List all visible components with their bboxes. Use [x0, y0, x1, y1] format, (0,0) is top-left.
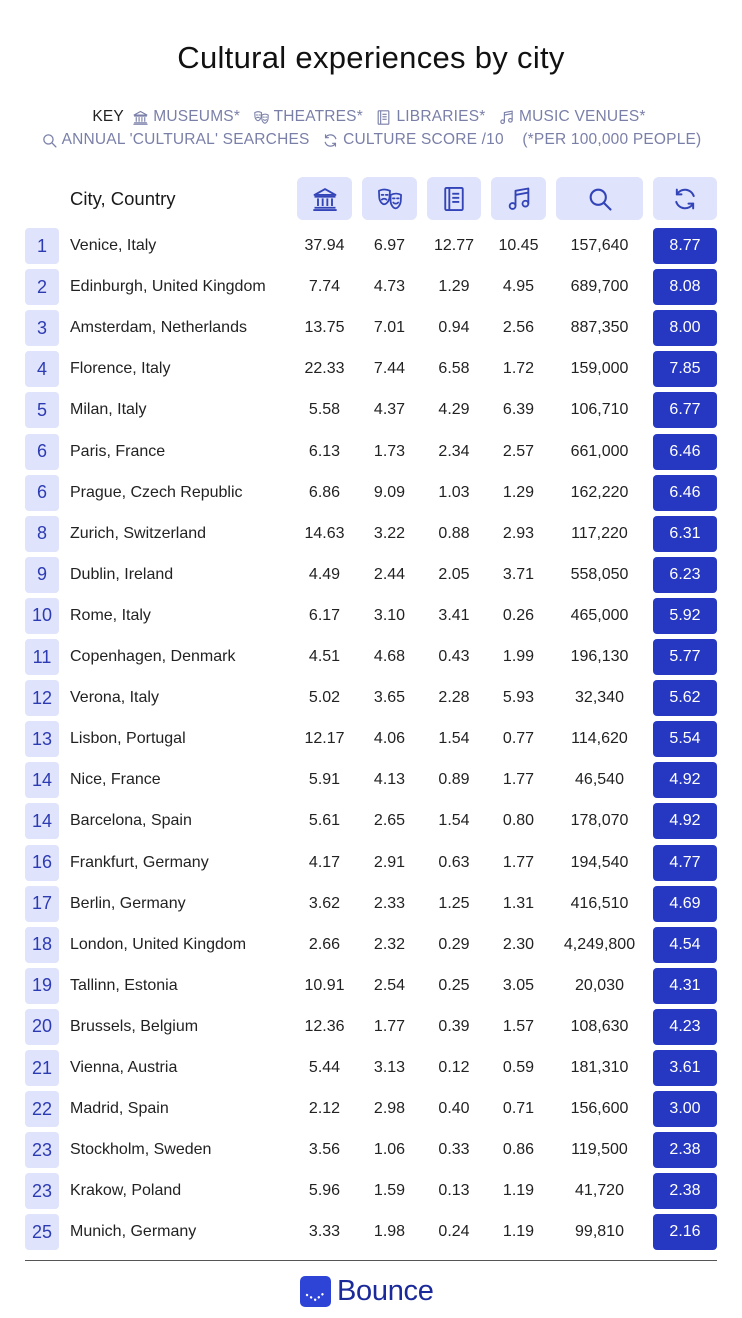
- music-note-icon: [505, 185, 533, 213]
- footer-divider: [25, 1260, 717, 1261]
- city-name: Barcelona, Spain: [70, 812, 192, 830]
- cell-music-venues: 2.57: [502, 442, 535, 460]
- cell-museums: 2.66: [308, 935, 341, 953]
- cell-music-venues: 0.77: [502, 730, 535, 748]
- cell-museums: 6.13: [308, 442, 341, 460]
- cell-museums: 5.02: [308, 689, 341, 707]
- cell-searches: 196,130: [570, 648, 629, 665]
- cell-museums: 5.44: [308, 1059, 341, 1076]
- key-item-museums: [132, 108, 240, 126]
- cell-museums: 14.63: [304, 524, 345, 542]
- music-note-icon: [498, 109, 515, 126]
- cell-theatres: 1.06: [373, 1141, 406, 1159]
- book-icon: [375, 109, 392, 126]
- cell-theatres: 2.65: [373, 812, 406, 830]
- city-name: Verona, Italy: [70, 689, 159, 707]
- culture-score-badge: 6.46: [653, 475, 717, 511]
- cell-theatres: 1.73: [373, 442, 406, 460]
- culture-score-badge: 6.31: [653, 516, 717, 552]
- table-row: [0, 886, 742, 922]
- cell-theatres: 4.37: [373, 401, 406, 419]
- cell-theatres: 4.13: [373, 771, 406, 789]
- rank-badge: 3: [25, 310, 59, 346]
- cell-libraries: 0.33: [438, 1141, 470, 1159]
- city-name: Munich, Germany: [70, 1223, 197, 1241]
- culture-score-badge: 2.38: [653, 1173, 717, 1209]
- city-name: Prague, Czech Republic: [70, 483, 243, 501]
- table-row: [0, 721, 742, 757]
- table-row: [0, 1214, 742, 1250]
- table-row: [0, 1091, 742, 1127]
- culture-score-badge: 6.77: [653, 392, 717, 428]
- culture-score-badge: 7.85: [653, 351, 717, 387]
- column-header-searches: [556, 177, 643, 220]
- cell-libraries: 0.13: [438, 1182, 470, 1200]
- cell-theatres: 2.54: [373, 976, 406, 994]
- cell-music-venues: 5.93: [502, 689, 535, 707]
- city-name: Madrid, Spain: [70, 1100, 169, 1118]
- rank-badge: 16: [25, 845, 59, 881]
- cell-museums: 5.58: [308, 401, 341, 419]
- refresh-icon: [322, 132, 339, 149]
- cell-searches: 178,070: [570, 812, 629, 830]
- table-row: [0, 516, 742, 552]
- cell-museums: 7.74: [308, 278, 341, 296]
- culture-score-badge: 5.62: [653, 680, 717, 716]
- cell-music-venues: 0.80: [502, 812, 535, 830]
- rank-badge: 11: [25, 639, 59, 675]
- key-item-label: MUSEUMS*: [153, 108, 241, 125]
- culture-score-badge: 6.46: [653, 434, 717, 470]
- cell-museums: 22.33: [304, 360, 345, 378]
- cell-museums: 2.12: [308, 1100, 341, 1118]
- cell-music-venues: 2.93: [502, 524, 535, 542]
- cell-theatres: 3.10: [373, 606, 406, 624]
- brand-name: Bounce: [337, 1274, 434, 1307]
- cell-libraries: 0.29: [438, 935, 470, 953]
- key-label: KEY: [92, 108, 124, 126]
- culture-score-badge: 3.61: [653, 1050, 717, 1086]
- cell-searches: 159,000: [570, 360, 629, 378]
- cell-theatres: 3.65: [373, 689, 406, 707]
- rank-badge: 25: [25, 1214, 59, 1250]
- cell-museums: 4.17: [308, 853, 341, 871]
- table-row: [0, 1050, 742, 1086]
- cell-music-venues: 0.59: [502, 1059, 535, 1076]
- cell-libraries: 0.63: [438, 853, 470, 871]
- culture-score-badge: 8.08: [653, 269, 717, 305]
- cell-searches: 119,500: [571, 1141, 628, 1159]
- cell-searches: 162,220: [570, 483, 629, 501]
- cell-museums: 5.61: [308, 812, 341, 830]
- cell-libraries: 0.12: [438, 1059, 470, 1076]
- culture-score-badge: 4.31: [653, 968, 717, 1004]
- refresh-icon: [671, 185, 699, 213]
- theatre-masks-icon: [376, 185, 404, 213]
- cell-music-venues: 0.26: [502, 606, 535, 624]
- culture-score-badge: 4.23: [653, 1009, 717, 1045]
- cell-museums: 13.75: [304, 319, 345, 337]
- cell-searches: 416,510: [570, 894, 629, 912]
- city-name: Lisbon, Portugal: [70, 730, 186, 748]
- cell-libraries: 2.05: [438, 565, 470, 583]
- cell-searches: 661,000: [570, 442, 629, 460]
- column-header-music-venues: [491, 177, 546, 220]
- table-row: [0, 762, 742, 798]
- cell-libraries: 0.25: [438, 976, 470, 994]
- cell-museums: 5.96: [308, 1182, 341, 1200]
- table-row: [0, 228, 742, 264]
- key-line-1: [0, 108, 742, 126]
- table-row: [0, 1132, 742, 1168]
- culture-score-badge: 4.92: [653, 762, 717, 798]
- cell-libraries: 4.29: [438, 401, 470, 419]
- cell-museums: 5.91: [308, 771, 341, 789]
- city-name: Edinburgh, United Kingdom: [70, 278, 266, 296]
- table-row: [0, 598, 742, 634]
- cell-libraries: 0.40: [438, 1100, 470, 1118]
- cell-music-venues: 1.77: [502, 771, 535, 789]
- cell-museums: 3.62: [308, 894, 341, 912]
- city-name: Milan, Italy: [70, 401, 147, 419]
- theatre-masks-icon: [253, 109, 270, 126]
- cell-libraries: 0.39: [438, 1017, 470, 1035]
- cell-music-venues: 1.77: [502, 853, 535, 871]
- cell-searches: 465,000: [570, 606, 629, 624]
- table-row: [0, 434, 742, 470]
- table-row: [0, 1009, 742, 1045]
- table-row: [0, 803, 742, 839]
- cell-libraries: 1.03: [438, 483, 470, 501]
- cell-theatres: 1.98: [373, 1223, 406, 1241]
- cell-music-venues: 4.95: [502, 278, 535, 296]
- table-row: [0, 845, 742, 881]
- cell-theatres: 2.98: [373, 1100, 406, 1118]
- cell-theatres: 7.01: [373, 319, 406, 337]
- table-row: [0, 968, 742, 1004]
- rank-badge: 13: [25, 721, 59, 757]
- cell-music-venues: 2.30: [502, 935, 535, 953]
- culture-score-badge: 4.69: [653, 886, 717, 922]
- rank-badge: 22: [25, 1091, 59, 1127]
- cell-libraries: 2.34: [438, 442, 470, 460]
- cell-music-venues: 1.31: [502, 894, 535, 912]
- cell-theatres: 3.22: [373, 524, 406, 542]
- rank-badge: 2: [25, 269, 59, 305]
- city-name: Amsterdam, Netherlands: [70, 319, 247, 337]
- cell-museums: 6.17: [308, 606, 341, 624]
- key-item-music-venues: [498, 108, 646, 126]
- key-item-label: MUSIC VENUES*: [519, 108, 646, 125]
- search-icon: [41, 132, 58, 149]
- column-header-culture-score: [653, 177, 717, 220]
- cell-libraries: 1.54: [438, 812, 470, 830]
- culture-score-badge: 3.00: [653, 1091, 717, 1127]
- rank-badge: 6: [25, 434, 59, 470]
- culture-score-badge: 5.92: [653, 598, 717, 634]
- cell-music-venues: 1.19: [502, 1182, 535, 1200]
- cell-theatres: 3.13: [373, 1059, 406, 1076]
- cell-searches: 114,620: [571, 730, 628, 748]
- rank-badge: 8: [25, 516, 59, 552]
- culture-score-badge: 2.38: [653, 1132, 717, 1168]
- city-name: Zurich, Switzerland: [70, 524, 207, 542]
- table-row: [0, 557, 742, 593]
- cell-theatres: 2.44: [373, 565, 406, 583]
- cell-museums: 10.91: [304, 976, 345, 994]
- cell-libraries: 1.54: [438, 730, 470, 748]
- culture-score-badge: 4.77: [653, 845, 717, 881]
- cell-libraries: 0.89: [438, 771, 470, 789]
- brand-logo: [300, 1274, 434, 1308]
- cell-libraries: 0.24: [438, 1223, 470, 1241]
- city-name: Frankfurt, Germany: [70, 853, 209, 871]
- key-item-label: CULTURE SCORE /10: [343, 131, 504, 148]
- cell-museums: 12.36: [304, 1017, 345, 1035]
- cell-theatres: 1.59: [373, 1182, 406, 1200]
- cell-libraries: 3.41: [438, 606, 470, 624]
- cell-searches: 32,340: [575, 689, 624, 707]
- museum-icon: [132, 109, 149, 126]
- city-name: Paris, France: [70, 442, 166, 460]
- cell-museums: 4.51: [308, 648, 341, 665]
- rank-badge: 14: [25, 803, 59, 839]
- city-name: Berlin, Germany: [70, 894, 186, 912]
- cell-music-venues: 1.72: [502, 360, 535, 378]
- cell-theatres: 7.44: [373, 360, 406, 378]
- cell-libraries: 2.28: [438, 689, 470, 707]
- culture-score-badge: 5.54: [653, 721, 717, 757]
- rank-badge: 12: [25, 680, 59, 716]
- cell-music-venues: 0.71: [502, 1100, 535, 1118]
- key-note: (*PER 100,000 PEOPLE): [522, 131, 702, 148]
- cell-searches: 194,540: [570, 853, 629, 871]
- city-name: Krakow, Poland: [70, 1182, 182, 1200]
- cell-music-venues: 1.99: [502, 648, 535, 665]
- culture-score-badge: 4.92: [653, 803, 717, 839]
- cell-museums: 6.86: [308, 483, 341, 501]
- cell-museums: 12.17: [304, 730, 345, 748]
- cell-museums: 4.49: [308, 565, 341, 583]
- key-item-culture-score: [322, 131, 504, 149]
- table-row: [0, 475, 742, 511]
- column-header-museums: [297, 177, 352, 220]
- key-item-libraries: [375, 108, 485, 126]
- museum-icon: [311, 185, 339, 213]
- rank-badge: 14: [25, 762, 59, 798]
- city-name: Brussels, Belgium: [70, 1017, 199, 1035]
- rank-badge: 19: [25, 968, 59, 1004]
- city-name: London, United Kingdom: [70, 935, 247, 953]
- cell-music-venues: 3.71: [502, 565, 535, 583]
- rank-badge: 23: [25, 1132, 59, 1168]
- cell-searches: 181,310: [570, 1059, 629, 1076]
- cell-music-venues: 6.39: [502, 401, 535, 419]
- table-row: [0, 269, 742, 305]
- culture-score-badge: 5.77: [653, 639, 717, 675]
- city-name: Florence, Italy: [70, 360, 171, 378]
- table-row: [0, 927, 742, 963]
- rank-badge: 18: [25, 927, 59, 963]
- cell-libraries: 1.29: [438, 278, 470, 296]
- cell-theatres: 2.91: [373, 853, 406, 871]
- rank-badge: 5: [25, 392, 59, 428]
- city-name: Copenhagen, Denmark: [70, 648, 236, 665]
- cell-libraries: 6.58: [438, 360, 470, 378]
- key-item-label: ANNUAL 'CULTURAL' SEARCHES: [61, 131, 310, 148]
- key-item-theatres: [253, 108, 363, 126]
- cell-searches: 156,600: [570, 1100, 629, 1118]
- cell-libraries: 0.94: [438, 319, 470, 337]
- rank-badge: 17: [25, 886, 59, 922]
- cell-museums: 3.56: [308, 1141, 341, 1159]
- cell-searches: 108,630: [570, 1017, 629, 1035]
- cell-theatres: 4.73: [373, 278, 406, 296]
- bounce-logo-icon: [300, 1276, 331, 1307]
- city-name: Tallinn, Estonia: [70, 976, 178, 994]
- cell-searches: 117,220: [571, 524, 628, 542]
- city-name: Stockholm, Sweden: [70, 1141, 212, 1159]
- table-row: [0, 639, 742, 675]
- key-line-2: [0, 131, 742, 149]
- city-name: Dublin, Ireland: [70, 565, 174, 583]
- search-icon: [586, 185, 614, 213]
- rank-badge: 4: [25, 351, 59, 387]
- cell-theatres: 4.06: [373, 730, 406, 748]
- cell-searches: 157,640: [570, 237, 629, 254]
- column-header-city: City, Country: [70, 188, 176, 209]
- cell-theatres: 9.09: [373, 483, 406, 501]
- cell-libraries: 1.25: [438, 894, 470, 912]
- cell-museums: 3.33: [308, 1223, 341, 1241]
- cell-searches: 99,810: [575, 1223, 624, 1241]
- key-item-label: THEATRES*: [273, 108, 363, 125]
- cell-music-venues: 1.19: [502, 1223, 535, 1241]
- chart-title: Cultural experiences by city: [177, 40, 565, 75]
- key-item-label: LIBRARIES*: [396, 108, 486, 125]
- rank-badge: 1: [25, 228, 59, 264]
- table-row: [0, 351, 742, 387]
- cell-searches: 558,050: [570, 565, 629, 583]
- cell-searches: 46,540: [575, 771, 624, 789]
- city-name: Venice, Italy: [70, 237, 157, 254]
- culture-score-badge: 8.00: [653, 310, 717, 346]
- rank-badge: 6: [25, 475, 59, 511]
- cell-music-venues: 1.57: [502, 1017, 535, 1035]
- cell-theatres: 4.68: [373, 648, 406, 665]
- cell-theatres: 6.97: [373, 237, 406, 254]
- cell-theatres: 2.32: [373, 935, 406, 953]
- table-row: [0, 1173, 742, 1209]
- cell-libraries: 12.77: [433, 237, 475, 254]
- culture-score-badge: 8.77: [653, 228, 717, 264]
- cell-music-venues: 1.29: [502, 483, 535, 501]
- culture-score-badge: 6.23: [653, 557, 717, 593]
- table-row: [0, 680, 742, 716]
- cell-music-venues: 10.45: [498, 237, 539, 254]
- rank-badge: 23: [25, 1173, 59, 1209]
- culture-score-badge: 4.54: [653, 927, 717, 963]
- cell-museums: 37.94: [304, 237, 345, 254]
- cell-theatres: 2.33: [373, 894, 406, 912]
- column-header-theatres: [362, 177, 417, 220]
- cell-searches: 887,350: [570, 319, 629, 337]
- table-row: [0, 310, 742, 346]
- cell-searches: 689,700: [570, 278, 629, 296]
- rank-badge: 21: [25, 1050, 59, 1086]
- cell-libraries: 0.43: [438, 648, 470, 665]
- cell-music-venues: 2.56: [502, 319, 535, 337]
- cell-libraries: 0.88: [438, 524, 470, 542]
- city-name: Nice, France: [70, 771, 161, 789]
- cell-searches: 4,249,800: [563, 935, 636, 953]
- cell-music-venues: 3.05: [502, 976, 535, 994]
- key-item-searches: [41, 131, 310, 149]
- rank-badge: 10: [25, 598, 59, 634]
- cell-searches: 41,720: [575, 1182, 624, 1200]
- rank-badge: 9: [25, 557, 59, 593]
- rank-badge: 20: [25, 1009, 59, 1045]
- table-row: [0, 392, 742, 428]
- city-name: Vienna, Austria: [70, 1059, 178, 1076]
- cell-searches: 20,030: [575, 976, 624, 994]
- cell-searches: 106,710: [570, 401, 629, 419]
- city-name: Rome, Italy: [70, 606, 151, 624]
- cell-theatres: 1.77: [373, 1017, 406, 1035]
- culture-score-badge: 2.16: [653, 1214, 717, 1250]
- column-header-libraries: [427, 177, 481, 220]
- book-icon: [440, 185, 468, 213]
- cell-music-venues: 0.86: [502, 1141, 535, 1159]
